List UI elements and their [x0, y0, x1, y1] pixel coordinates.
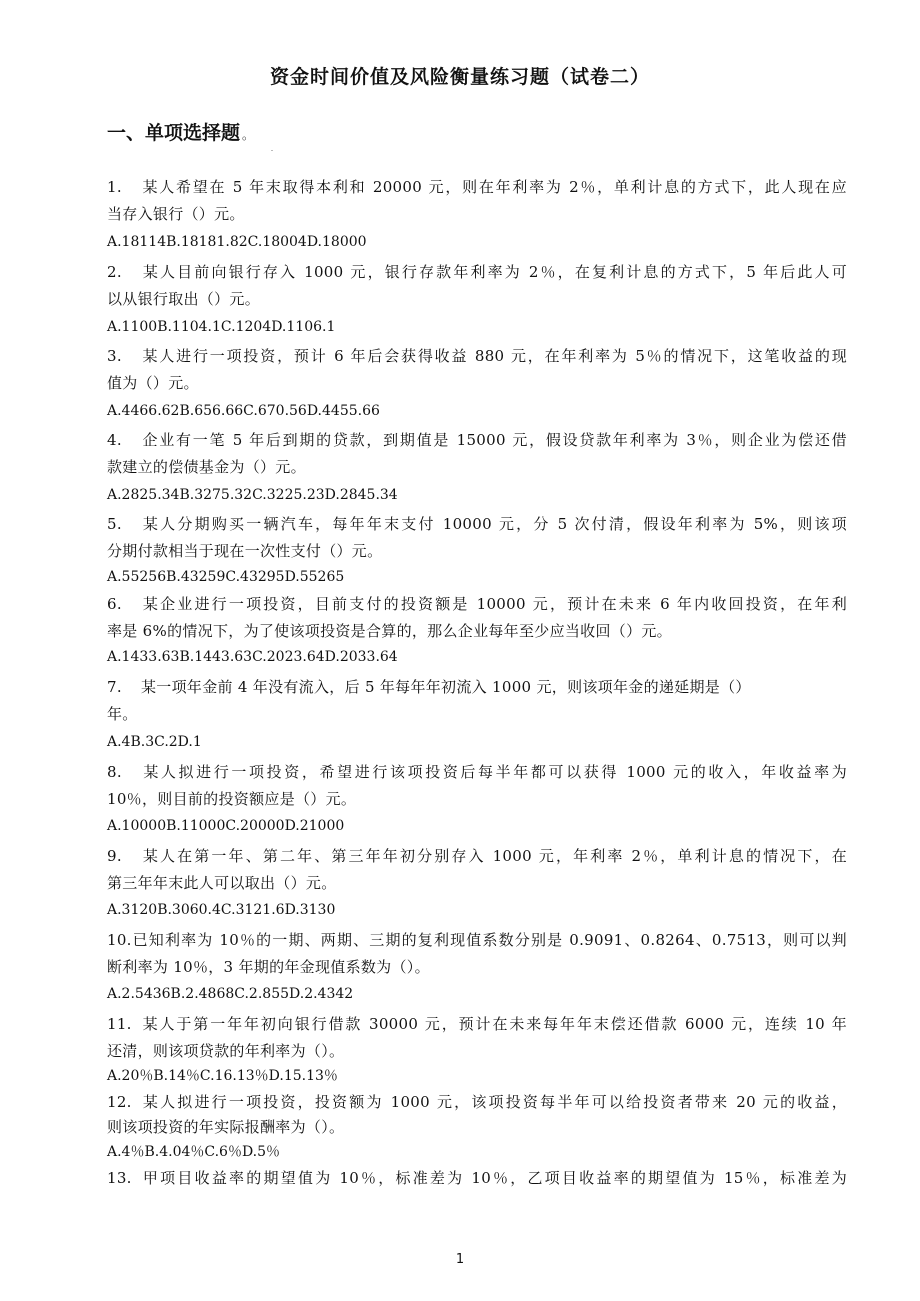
question-11-line2: 还清，则该项贷款的年利率为（）。: [107, 1042, 345, 1060]
page-title: 资金时间价值及风险衡量练习题（试卷二）: [269, 66, 650, 88]
question-2-line1: [107, 258, 847, 286]
question-6-options: A.1433.63B.1443.63C.2023.64D.2033.64: [107, 649, 398, 665]
question-4-line2: 款建立的偿债基金为（）元。: [107, 458, 306, 476]
question-number: 5.: [107, 515, 122, 533]
question-1-line1: [107, 173, 847, 201]
question-9-options: A.3120B.3060.4C.3121.6D.3130: [107, 902, 336, 918]
section-heading: [107, 118, 254, 145]
question-10-options: A.2.5436B.2.4868C.2.855D.2.4342: [107, 986, 354, 1002]
question-12-line2: 则该项投资的年实际报酬率为（）。: [107, 1118, 345, 1136]
question-number: 4.: [107, 431, 122, 449]
question-number: 3.: [107, 347, 122, 365]
question-2-line2: 以从银行取出（）元。: [107, 290, 261, 308]
question-number: 2.: [107, 263, 122, 281]
question-number: 13.: [107, 1169, 132, 1187]
question-number: 6.: [107, 595, 122, 613]
question-text: 某企业进行一项投资，目前支付的投资额是 10000 元，预计在未来 6 年内收回投资，在年利: [141, 595, 847, 613]
question-text: 已知利率为 10％的一期、两期、三期的复利现值系数分别是 0.9091、0.8264、0.7513，则可以判: [131, 931, 847, 949]
question-3-options: A.4466.62B.656.66C.670.56D.4455.66: [107, 403, 380, 419]
question-6-line1: [107, 590, 847, 618]
question-8-options: A.10000B.11000C.20000D.21000: [107, 818, 345, 834]
question-1-options: A.18114B.18181.82C.18004D.18000: [107, 234, 367, 250]
question-text: 某人于第一年年初向银行借款 30000 元，预计在未来每年年末偿还借款 6000 元，连续 10 年: [141, 1015, 847, 1033]
question-text: 某人分期购买一辆汽车，每年年末支付 10000 元，分 5 次付清，假设年利率为 5%，则该项: [141, 515, 847, 533]
question-number: 10.: [107, 931, 132, 949]
question-text: 某人进行一项投资，预计 6 年后会获得收益 880 元，在年利率为 5％的情况下，这笔收益的现: [141, 347, 847, 365]
question-8-line2: 10％，则目前的投资额应是（）元。: [107, 790, 357, 808]
question-3-line2: 值为（）元。: [107, 374, 199, 392]
question-text: 某人拟进行一项投资，投资额为 1000 元，该项投资每半年可以给投资者带来 20 元的收益，: [141, 1093, 847, 1111]
question-text: 某人目前向银行存入 1000 元，银行存款年利率为 2％，在复利计息的方式下，5 年后此人可: [141, 263, 847, 281]
question-number: 11.: [107, 1015, 132, 1033]
question-4-line1: [107, 426, 847, 454]
question-6-line2: 率是 6%的情况下，为了使该项投资是合算的，那么企业每年至少应当收回（）元。: [107, 622, 672, 640]
question-text: 甲项目收益率的期望值为 10％，标准差为 10％，乙项目收益率的期望值为 15％，标准差为: [141, 1169, 847, 1187]
question-number: 7.: [107, 678, 122, 696]
question-text: 某人拟进行一项投资，希望进行该项投资后每半年都可以获得 1000 元的收入，年收益率为: [141, 763, 847, 781]
question-number: 12.: [107, 1093, 132, 1111]
question-9-line1: [107, 842, 847, 870]
section-heading-mark: 。: [242, 128, 255, 142]
question-13-line1: [107, 1164, 847, 1192]
question-text: 某人希望在 5 年末取得本利和 20000 元，则在年利率为 2％，单利计息的方式下，此人现在应: [141, 178, 847, 196]
question-8-line1: [107, 758, 847, 786]
question-9-line2: 第三年年末此人可以取出（）元。: [107, 874, 337, 892]
question-5-line2: 分期付款相当于现在一次性支付（）元。: [107, 542, 383, 560]
question-5-options: A.55256B.43259C.43295D.55265: [107, 569, 345, 585]
scan-speck: [271, 150, 273, 151]
page-number: 1: [455, 1252, 465, 1267]
question-3-line1: [107, 342, 847, 370]
question-7-line2: 年。: [107, 705, 138, 723]
section-heading-text: 一、单项选择题: [107, 122, 241, 144]
question-10-line2: 断利率为 10％，3 年期的年金现值系数为（）。: [107, 958, 430, 976]
question-4-options: A.2825.34B.3275.32C.3225.23D.2845.34: [107, 487, 398, 503]
question-7-options: A.4B.3C.2D.1: [107, 734, 202, 750]
question-7-line1: [107, 673, 807, 701]
question-12-options: A.4％B.4.04％C.6％D.5％: [107, 1144, 281, 1160]
question-5-line1: [107, 510, 847, 538]
question-11-options: A.20％B.14％C.16.13％D.15.13％: [107, 1068, 338, 1084]
question-text: 企业有一笔 5 年后到期的贷款，到期值是 15000 元，假设贷款年利率为 3％，则企业为偿还借: [141, 431, 847, 449]
question-11-line1: [107, 1010, 847, 1038]
question-10-line1: [107, 926, 847, 954]
question-text: 某人在第一年、第二年、第三年年初分别存入 1000 元，年利率 2％，单利计息的情况下，在: [141, 847, 847, 865]
question-12-line1: [107, 1088, 847, 1116]
question-number: 9.: [107, 847, 122, 865]
question-number: 1.: [107, 178, 122, 196]
question-text: 某一项年金前 4 年没有流入，后 5 年每年年初流入 1000 元，则该项年金的递延期是（）: [141, 678, 751, 696]
question-2-options: A.1100B.1104.1C.1204D.1106.1: [107, 319, 336, 335]
question-1-line2: 当存入银行（）元。: [107, 205, 245, 223]
question-number: 8.: [107, 763, 122, 781]
